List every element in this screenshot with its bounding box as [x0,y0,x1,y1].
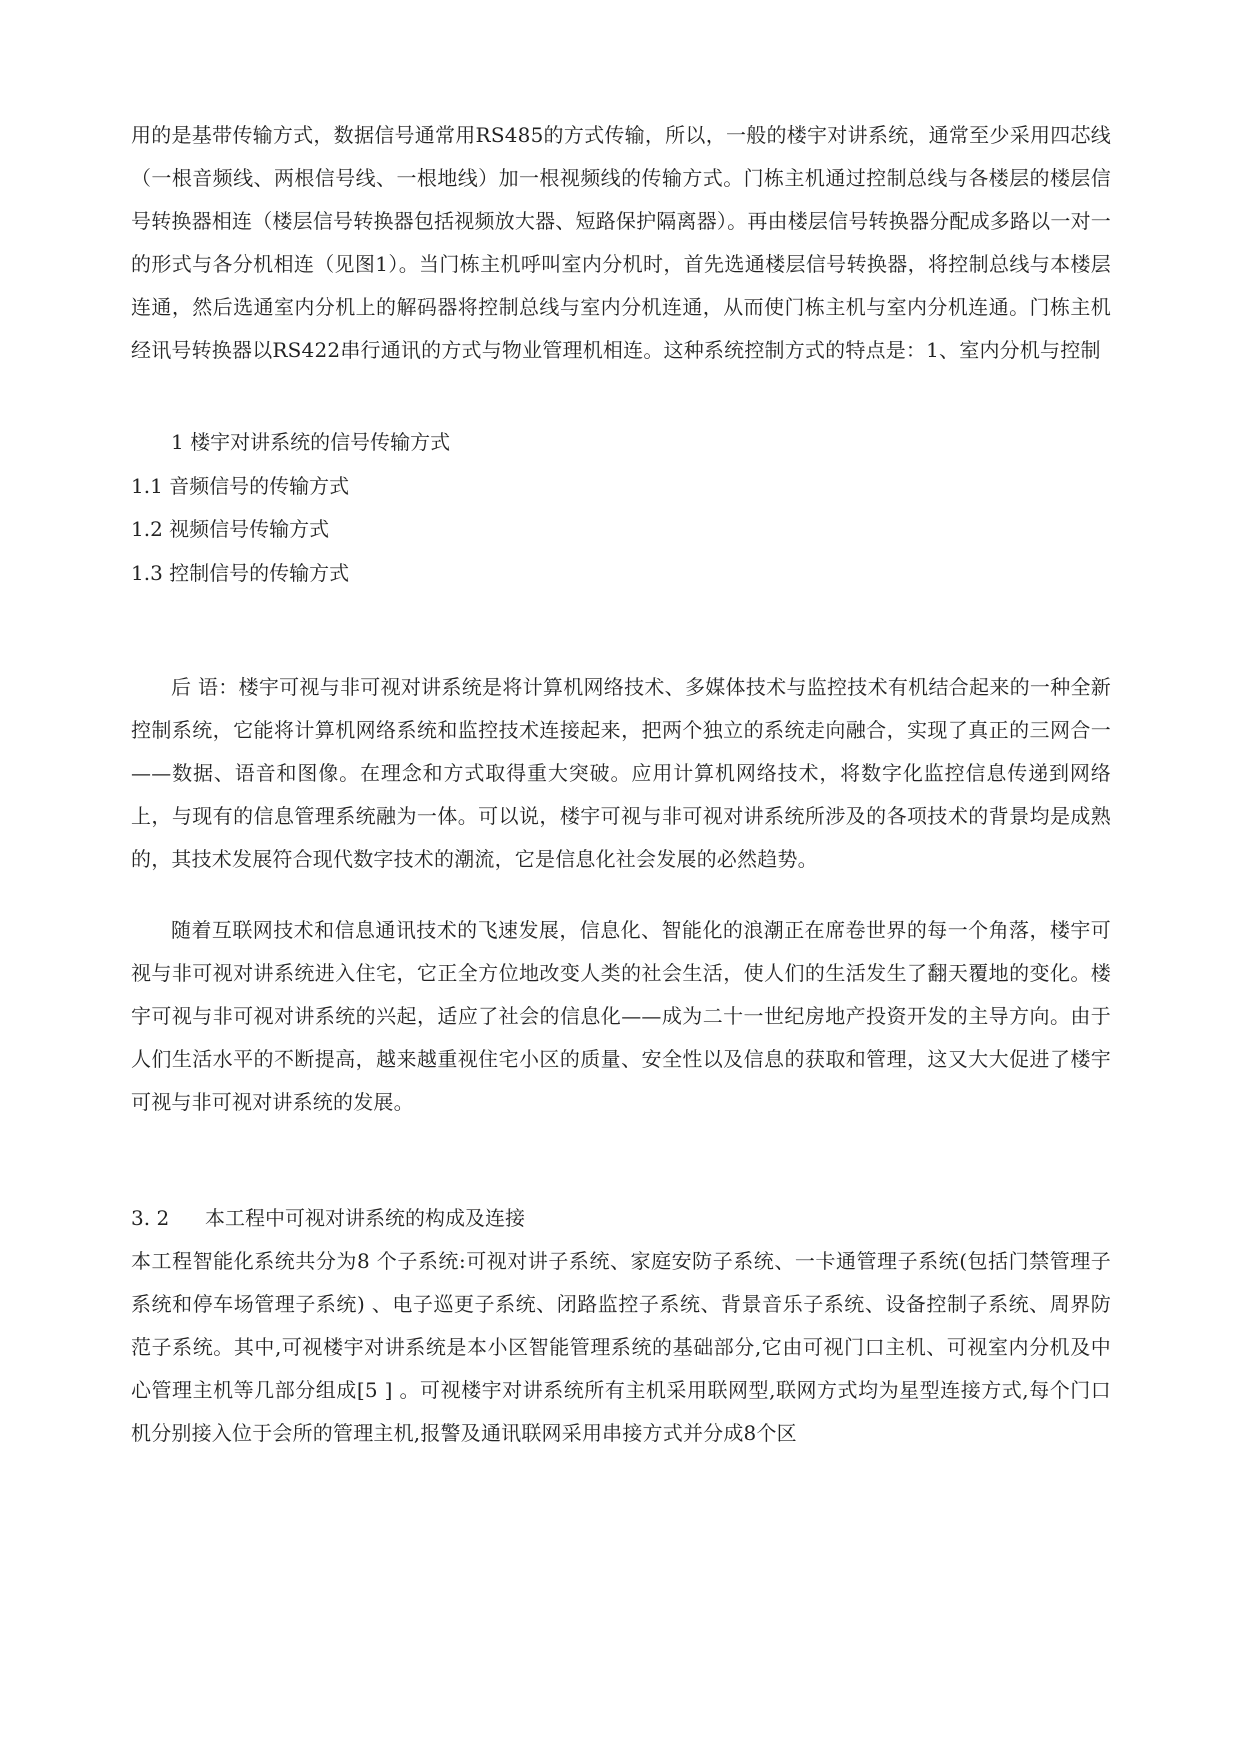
section-heading-1-3: 1.3 控制信号的传输方式 [131,561,350,585]
section-heading-1: 1 楼宇对讲系统的信号传输方式 [171,430,451,454]
section-heading-1-1: 1.1 音频信号的传输方式 [131,474,350,498]
section-heading-3-2 [131,1197,525,1240]
paragraph-afterword: 后 语：楼宇可视与非可视对讲系统是将计算机网络技术、多媒体技术与监控技术有机结合起来的一种全新控制系统，它能将计算机网络系统和监控技术连接起来，把两个独立的系统走向融合，实现了真正的三网合一——数据、语音和图像。在理念和方式取得重大突破。应用计算机网络技术，将数字化监控信息传递到网络上，与现有的信息管理系统融为一体。可以说，楼宇可视与非可视对讲系统所涉及的各项技术的背景均是成熟的，其技术发展符合现代数字技术的潮流，它是信息化社会发展的必然趋势。 [131,675,1111,871]
paragraph-transmission: 用的是基带传输方式，数据信号通常用RS485的方式传输，所以，一般的楼宇对讲系统，通常至少采用四芯线（一根音频线、两根信号线、一根地线）加一根视频线的传输方式。门栋主机通过控制总线与各楼层的楼层信号转换器相连（楼层信号转换器包括视频放大器、短路保护隔离器）。再由楼层信号转换器分配成多路以一对一的形式与各分机相连（见图1）。当门栋主机呼叫室内分机时，首先选通楼层信号转换器，将控制总线与本楼层连通，然后选通室内分机上的解码器将控制总线与室内分机连通，从而使门栋主机与室内分机连通。门栋主机经讯号转换器以RS422串行通讯的方式与物业管理机相连。这种系统控制方式的特点是：1、室内分机与控制 [131,123,1111,362]
section-heading-1-2: 1.2 视频信号传输方式 [131,517,330,541]
paragraph-project: 本工程智能化系统共分为8 个子系统:可视对讲子系统、家庭安防子系统、一卡通管理子系统(包括门禁管理子系统和停车场管理子系统) 、电子巡更子系统、闭路监控子系统、背景音乐子系统、设备控制子系统、周界防范子系统。其中,可视楼宇对讲系统是本小区智能管理系统的基础部分,它由可视门口主机、可视室内分机及中心管理主机等几部分组成[5 ] 。可视楼宇对讲系统所有主机采用联网型,联网方式均为星型连接方式,每个门口机分别接入位于会所的管理主机,报警及通讯联网采用串接方式并分成8个区 [131,1249,1111,1445]
section-number: 3. 2 [131,1206,170,1230]
paragraph-development: 随着互联网技术和信息通讯技术的飞速发展，信息化、智能化的浪潮正在席卷世界的每一个角落，楼宇可视与非可视对讲系统进入住宅，它正全方位地改变人类的社会生活，使人们的生活发生了翻天覆地的变化。楼宇可视与非可视对讲系统的兴起，适应了社会的信息化——成为二十一世纪房地产投资开发的主导方向。由于人们生活水平的不断提高，越来越重视住宅小区的质量、安全性以及信息的获取和管理，这又大大促进了楼宇可视与非可视对讲系统的发展。 [131,918,1111,1114]
section-title: 本工程中可视对讲系统的构成及连接 [205,1206,525,1230]
